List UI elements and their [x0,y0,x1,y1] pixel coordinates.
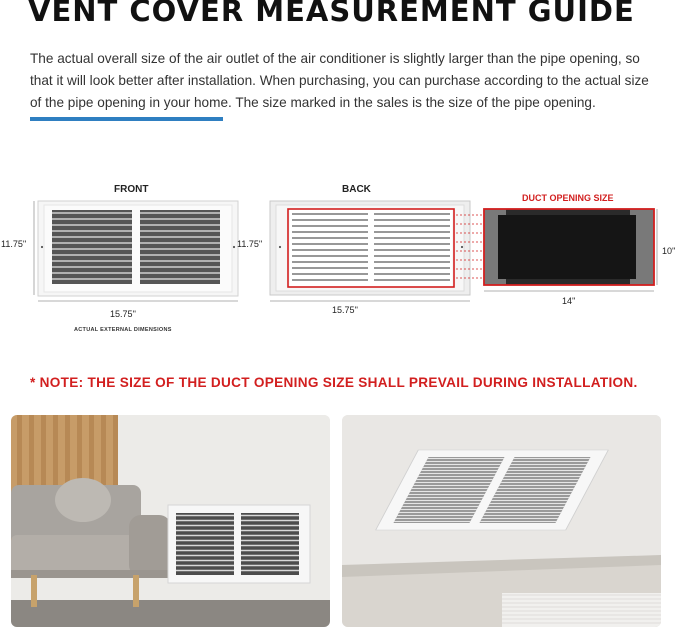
front-height-label: 11.75'' [1,239,27,249]
duct-width-label: 14'' [562,296,576,306]
description-text: The actual overall size of the air outlet of the air conditioner is slightly larger than the pipe opening, so that it will look better after installation. When purchasing, you can purchase according to the actual size of the pipe opening in your home. The size marked in the sales is the size of the pipe opening. [30,51,649,110]
back-label: BACK [342,184,371,195]
duct-height-label: 10'' [662,246,676,256]
duct-label: DUCT OPENING SIZE [522,193,614,203]
accent-underline [30,117,223,121]
ceiling-photo [342,415,661,627]
front-caption: ACTUAL EXTERNAL DIMENSIONS [74,327,172,333]
living-room-photo [11,415,330,627]
front-label: FRONT [114,184,149,195]
page-title: VENT COVER MEASUREMENT GUIDE [28,0,635,28]
installation-note: * NOTE: THE SIZE OF THE DUCT OPENING SIZE SHALL PREVAIL DURING INSTALLATION. [30,375,638,390]
back-width-label: 15.75'' [332,305,358,315]
back-and-duct-diagram [262,195,679,315]
back-height-label: 11.75'' [237,239,263,249]
front-width-label: 15.75'' [110,309,136,319]
